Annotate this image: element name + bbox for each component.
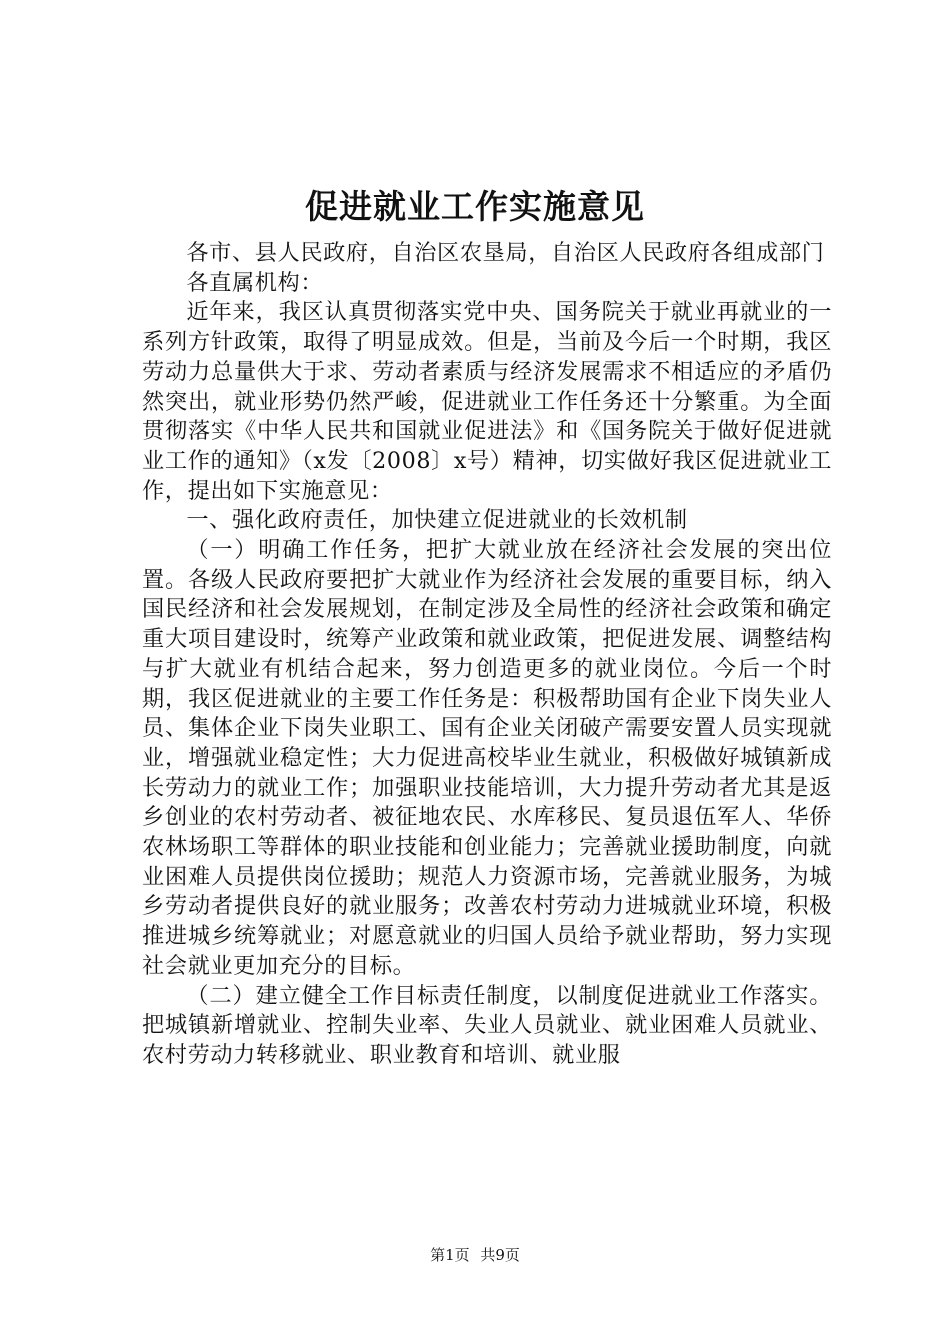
page-title: 促进就业工作实施意见: [305, 187, 645, 226]
intro-paragraph: 近年来，我区认真贯彻落实党中央、国务院关于就业再就业的一系列方针政策，取得了明显成效。但是，当前及今后一个时期，我区劳动力总量供大于求、劳动者素质与经济发展需求不相适应的矛盾仍然突出，就业形势仍然严峻，促进就业工作任务还十分繁重。为全面贯彻落实《中华人民共和国就业促进法》和《国务院关于做好促进就业工作的通知》（x发〔2008〕x号）精神，切实做好我区促进就业工作，提出如下实施意见：: [142, 299, 832, 504]
page-footer: [0, 1245, 950, 1265]
document-body: [142, 239, 832, 1071]
page-total: 共9页: [480, 1246, 520, 1264]
page-number: 第1页: [430, 1246, 470, 1264]
addressee-line-2: 各直属机构：: [186, 269, 324, 296]
section-heading: 一、强化政府责任，加快建立促进就业的长效机制: [186, 507, 688, 534]
addressee-line: 各市、县人民政府，自治区农垦局，自治区人民政府各组成部门: [186, 240, 825, 266]
paragraph-item-2: （二）建立健全工作目标责任制度，以制度促进就业工作落实。把城镇新增就业、控制失业率、失业人员就业、就业困难人员就业、农村劳动力转移就业、职业教育和培训、就业服: [142, 982, 832, 1068]
paragraph-item-1: （一）明确工作任务，把扩大就业放在经济社会发展的突出位置。各级人民政府要把扩大就业作为经济社会发展的重要目标，纳入国民经济和社会发展规划，在制定涉及全局性的经济社会政策和确定重大项目建设时，统筹产业政策和就业政策，把促进发展、调整结构与扩大就业有机结合起来，努力创造更多的就业岗位。今后一个时期，我区促进就业的主要工作任务是：积极帮助国有企业下岗失业人员、集体企业下岗失业职工、国有企业关闭破产需要安置人员实现就业，增强就业稳定性；大力促进高校毕业生就业，积极做好城镇新成长劳动力的就业工作；加强职业技能培训，大力提升劳动者尤其是返乡创业的农村劳动者、被征地农民、水库移民、复员退伍军人、华侨农林场职工等群体的职业技能和创业能力；完善就业援助制度，向就业困难人员提供岗位援助；规范人力资源市场，完善就业服务，为城乡劳动者提供良好的就业服务；改善农村劳动力进城就业环境，积极推进城乡统筹就业；对愿意就业的归国人员给予就业帮助，努力实现社会就业更加充分的目标。: [142, 537, 832, 979]
